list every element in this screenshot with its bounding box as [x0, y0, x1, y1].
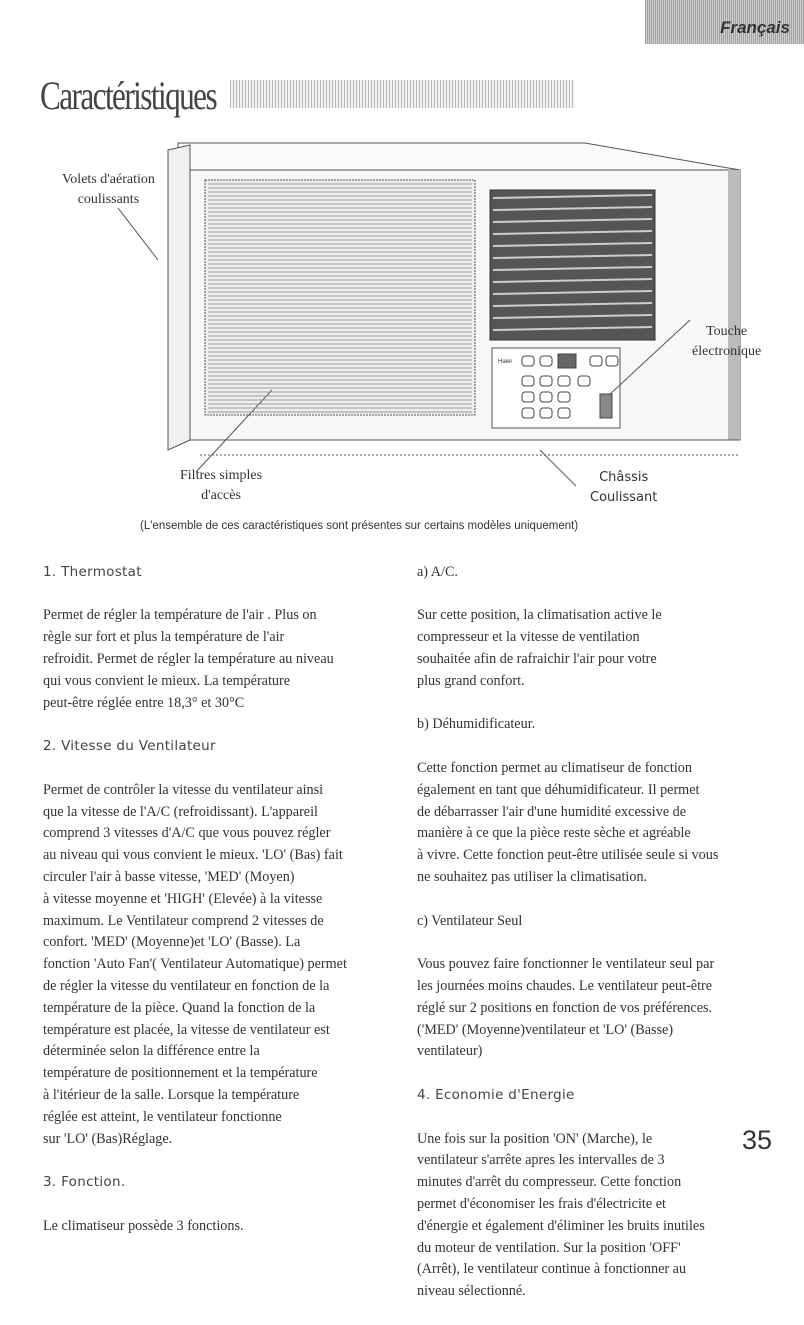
panel-button [540, 376, 552, 386]
panel-brand: Haier [498, 359, 513, 365]
label-chassis: Châssis Coulissant [590, 470, 658, 505]
section-function-body: Le climatiseur possède 3 fonctions. [43, 1217, 244, 1234]
section-fan-speed-title: 2. Vitesse du Ventilateur [43, 738, 216, 755]
panel-button [558, 392, 570, 402]
left-column [43, 540, 403, 1259]
label-touch-control: Touche électronique [692, 324, 762, 359]
section-energy-saver-body: Une fois sur la position 'ON' (Marche), le ventilateur s'arrête apres les intervalles de 3 minutes d'arrêt du compresseur. Cette fonction permet d'économiser les frais d'électricite et d'énergie et également d'éliminer les bruits inutiles du moteur de ventilation. Sur la position 'OFF' (Arrêt), le ventilateur continue à fonctionner au niveau sélectionné. [417, 1130, 705, 1300]
page-title: Caractéristiques [40, 73, 217, 118]
language-label: Français [720, 18, 790, 37]
panel-button [590, 356, 602, 366]
remote-receiver [600, 394, 612, 418]
mode-dehumidifier-body: Cette fonction permet au climatiseur de fonction également en tant que déhumidificateur. Il permet de débarrasser l'air d'une humidité excessive de manière à ce que la pièce reste sèche et agréable à vivre. Cette fonction peut-être utilisée seule si vous ne souhaitez pas utiliser la climatisation. [417, 759, 719, 885]
panel-button [540, 356, 552, 366]
panel-button [522, 408, 534, 418]
section-function-title: 3. Fonction. [43, 1174, 126, 1191]
side-louvers [168, 145, 190, 450]
section-fan-speed-body: Permet de contrôler la vitesse du ventilateur ainsi que la vitesse de l'A/C (refroidissant). L'appareil comprend 3 vitesses d'A/C que vous pouvez régler au niveau qui vous convient le mieux. 'LO' (Bas) fait circuler l'air à basse vitesse, 'MED' (Moyen) à vitesse moyenne et 'HIGH' (Elevée) à la vitesse maximum. Le Ventilateur comprend 2 vitesses de confort. 'MED' (Moyenne)et 'LO' (Basse). La fonction 'Auto Fan'( Ventilateur Automatique) permet de régler la vitesse du ventilateur en fonction de la température de la pièce. Quand la fonction de la température est placée, la vitesse de ventilateur est déterminée selon la différence entre la température de positionnement et la température à l'itérieur de la salle. Lorsque la température réglée est atteint, le ventilateur fonctionne sur 'LO' (Bas)Réglage. [43, 781, 347, 1147]
label-filters: Filtres simples d'accès [180, 468, 263, 503]
panel-button [606, 356, 618, 366]
mode-fan-only-body: Vous pouvez faire fonctionner le ventilateur seul par les journées moins chaudes. Le ventilateur peut-être réglé sur 2 positions en fonction de vos préférences. ('MED' (Moyenne)ventilateur et 'LO' (Basse) ventilateur) [417, 956, 715, 1060]
page-number: 35 [742, 1125, 773, 1155]
panel-button [540, 392, 552, 402]
panel-display [558, 354, 576, 368]
mode-fan-only-title: c) Ventilateur Seul [417, 912, 523, 929]
panel-button [540, 408, 552, 418]
section-thermostat-title: 1. Thermostat [43, 563, 142, 580]
section-thermostat-body: Permet de régler la température de l'air . Plus on règle sur fort et plus la température de l'air refroidit. Permet de régler la température au niveau qui vous convient le mieux. La température peut-être réglée entre 18,3° et 30°C [43, 607, 334, 711]
mode-ac-body: Sur cette position, la climatisation active le compresseur et la vitesse de ventilation souhaitée afin de rafraichir l'air pour votre plus grand confort. [417, 607, 662, 689]
right-column [417, 540, 802, 1325]
models-note: (L'ensemble de ces caractéristiques sont présentes sur certains modèles uniquement) [140, 520, 579, 532]
label-louvers: Volets d'aération coulissants [62, 172, 155, 207]
panel-button [522, 356, 534, 366]
panel-button [578, 376, 590, 386]
leader-chassis [540, 450, 576, 486]
panel-button [522, 392, 534, 402]
mode-dehumidifier-title: b) Déhumidificateur. [417, 716, 536, 733]
leader-louvers [118, 208, 158, 260]
unit-top [178, 143, 740, 170]
panel-button [522, 376, 534, 386]
panel-button [558, 408, 570, 418]
section-energy-saver-title: 4. Economie d'Energie [417, 1086, 575, 1103]
mode-ac-title: a) A/C. [417, 563, 458, 580]
language-tab [645, 0, 804, 44]
title-decoration [230, 80, 575, 108]
panel-button [558, 376, 570, 386]
